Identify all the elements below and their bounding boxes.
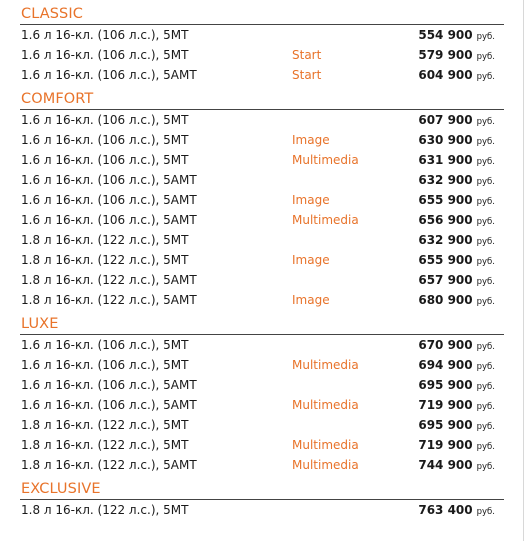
- currency-label: руб.: [476, 137, 495, 147]
- trim-label: 1.6 л 16-кл. (106 л.с.), 5МТ: [21, 113, 189, 127]
- trim-label: 1.6 л 16-кл. (106 л.с.), 5АМТ: [21, 193, 197, 207]
- trim-label: 1.8 л 16-кл. (122 л.с.), 5МТ: [21, 503, 189, 517]
- package-label: Multimedia: [292, 438, 359, 452]
- package-label: Start: [292, 68, 322, 82]
- price-row: [0, 190, 524, 210]
- trim-label: 1.6 л 16-кл. (106 л.с.), 5АМТ: [21, 378, 197, 392]
- price-amount: 607 900: [418, 113, 473, 127]
- price-amount: 579 900: [418, 48, 473, 62]
- price-amount: 680 900: [418, 293, 473, 307]
- trim-label: 1.6 л 16-кл. (106 л.с.), 5МТ: [21, 153, 189, 167]
- price-row: [0, 210, 524, 230]
- price-row: [0, 170, 524, 190]
- currency-label: руб.: [476, 217, 495, 227]
- price-amount: 694 900: [418, 358, 473, 372]
- price-amount: 695 900: [418, 378, 473, 392]
- package-label: Multimedia: [292, 458, 359, 472]
- price: [418, 500, 495, 522]
- currency-label: руб.: [476, 462, 495, 472]
- price-amount: 554 900: [418, 28, 473, 42]
- currency-label: руб.: [476, 382, 495, 392]
- currency-label: руб.: [476, 237, 495, 247]
- section-comfort: [0, 89, 524, 310]
- currency-label: руб.: [476, 72, 495, 82]
- price-row: [0, 250, 524, 270]
- currency-label: руб.: [476, 177, 495, 187]
- currency-label: руб.: [476, 32, 495, 42]
- price-amount: 655 900: [418, 253, 473, 267]
- price-amount: 695 900: [418, 418, 473, 432]
- trim-label: 1.6 л 16-кл. (106 л.с.), 5АМТ: [21, 68, 197, 82]
- price-amount: 656 900: [418, 213, 473, 227]
- price: [418, 170, 495, 192]
- price-row: [0, 45, 524, 65]
- price-row: [0, 395, 524, 415]
- currency-label: руб.: [476, 422, 495, 432]
- section-classic: [0, 4, 524, 85]
- section-exclusive: [0, 479, 524, 520]
- currency-label: руб.: [476, 402, 495, 412]
- package-label: Image: [292, 253, 330, 267]
- trim-label: 1.6 л 16-кл. (106 л.с.), 5МТ: [21, 28, 189, 42]
- currency-label: руб.: [476, 362, 495, 372]
- trim-label: 1.6 л 16-кл. (106 л.с.), 5АМТ: [21, 398, 197, 412]
- currency-label: руб.: [476, 277, 495, 287]
- price: [418, 455, 495, 477]
- price: [418, 65, 495, 87]
- price-amount: 604 900: [418, 68, 473, 82]
- section-title: LUXE: [21, 316, 59, 332]
- package-label: Multimedia: [292, 358, 359, 372]
- section-title: CLASSIC: [21, 6, 83, 22]
- price-amount: 631 900: [418, 153, 473, 167]
- trim-label: 1.8 л 16-кл. (122 л.с.), 5МТ: [21, 438, 189, 452]
- price: [418, 25, 495, 47]
- price-rows: [0, 25, 524, 85]
- price: [418, 150, 495, 172]
- trim-label: 1.6 л 16-кл. (106 л.с.), 5МТ: [21, 133, 189, 147]
- currency-label: руб.: [476, 297, 495, 307]
- price: [418, 230, 495, 252]
- price-row: [0, 415, 524, 435]
- trim-label: 1.8 л 16-кл. (122 л.с.), 5АМТ: [21, 293, 197, 307]
- price-amount: 632 900: [418, 173, 473, 187]
- price-row: [0, 290, 524, 310]
- price-row: [0, 130, 524, 150]
- package-label: Multimedia: [292, 213, 359, 227]
- price-amount: 719 900: [418, 398, 473, 412]
- price: [418, 250, 495, 272]
- price-rows: [0, 335, 524, 475]
- price-row: [0, 230, 524, 250]
- package-label: Image: [292, 193, 330, 207]
- price-amount: 657 900: [418, 273, 473, 287]
- price-row: [0, 455, 524, 475]
- currency-label: руб.: [476, 442, 495, 452]
- trim-label: 1.8 л 16-кл. (122 л.с.), 5МТ: [21, 233, 189, 247]
- price: [418, 130, 495, 152]
- price-row: [0, 500, 524, 520]
- price-amount: 763 400: [418, 503, 473, 517]
- price-amount: 655 900: [418, 193, 473, 207]
- price-amount: 744 900: [418, 458, 473, 472]
- price: [418, 355, 495, 377]
- trim-label: 1.8 л 16-кл. (122 л.с.), 5АМТ: [21, 458, 197, 472]
- currency-label: руб.: [476, 257, 495, 267]
- price: [418, 415, 495, 437]
- price: [418, 270, 495, 292]
- trim-label: 1.6 л 16-кл. (106 л.с.), 5АМТ: [21, 173, 197, 187]
- trim-label: 1.6 л 16-кл. (106 л.с.), 5МТ: [21, 48, 189, 62]
- price: [418, 335, 495, 357]
- price-rows: [0, 110, 524, 310]
- price-amount: 719 900: [418, 438, 473, 452]
- price: [418, 395, 495, 417]
- package-label: Image: [292, 133, 330, 147]
- package-label: Multimedia: [292, 398, 359, 412]
- price-rows: [0, 500, 524, 520]
- trim-label: 1.6 л 16-кл. (106 л.с.), 5МТ: [21, 358, 189, 372]
- package-label: Multimedia: [292, 153, 359, 167]
- price-amount: 632 900: [418, 233, 473, 247]
- currency-label: руб.: [476, 52, 495, 62]
- price-row: [0, 375, 524, 395]
- price-row: [0, 150, 524, 170]
- price: [418, 190, 495, 212]
- trim-label: 1.8 л 16-кл. (122 л.с.), 5МТ: [21, 418, 189, 432]
- section-luxe: [0, 314, 524, 475]
- currency-label: руб.: [476, 117, 495, 127]
- currency-label: руб.: [476, 342, 495, 352]
- currency-label: руб.: [476, 507, 495, 517]
- price: [418, 375, 495, 397]
- price-row: [0, 110, 524, 130]
- price-row: [0, 435, 524, 455]
- package-label: Image: [292, 293, 330, 307]
- section-title: EXCLUSIVE: [21, 481, 101, 497]
- price-row: [0, 355, 524, 375]
- price-row: [0, 335, 524, 355]
- currency-label: руб.: [476, 157, 495, 167]
- section-title: COMFORT: [21, 91, 94, 107]
- price: [418, 45, 495, 67]
- trim-label: 1.8 л 16-кл. (122 л.с.), 5АМТ: [21, 273, 197, 287]
- price: [418, 110, 495, 132]
- trim-label: 1.6 л 16-кл. (106 л.с.), 5АМТ: [21, 213, 197, 227]
- trim-label: 1.8 л 16-кл. (122 л.с.), 5МТ: [21, 253, 189, 267]
- price-amount: 670 900: [418, 338, 473, 352]
- price-row: [0, 65, 524, 85]
- price: [418, 210, 495, 232]
- price-amount: 630 900: [418, 133, 473, 147]
- trim-label: 1.6 л 16-кл. (106 л.с.), 5МТ: [21, 338, 189, 352]
- currency-label: руб.: [476, 197, 495, 207]
- price: [418, 290, 495, 312]
- price-row: [0, 25, 524, 45]
- package-label: Start: [292, 48, 322, 62]
- price: [418, 435, 495, 457]
- price-row: [0, 270, 524, 290]
